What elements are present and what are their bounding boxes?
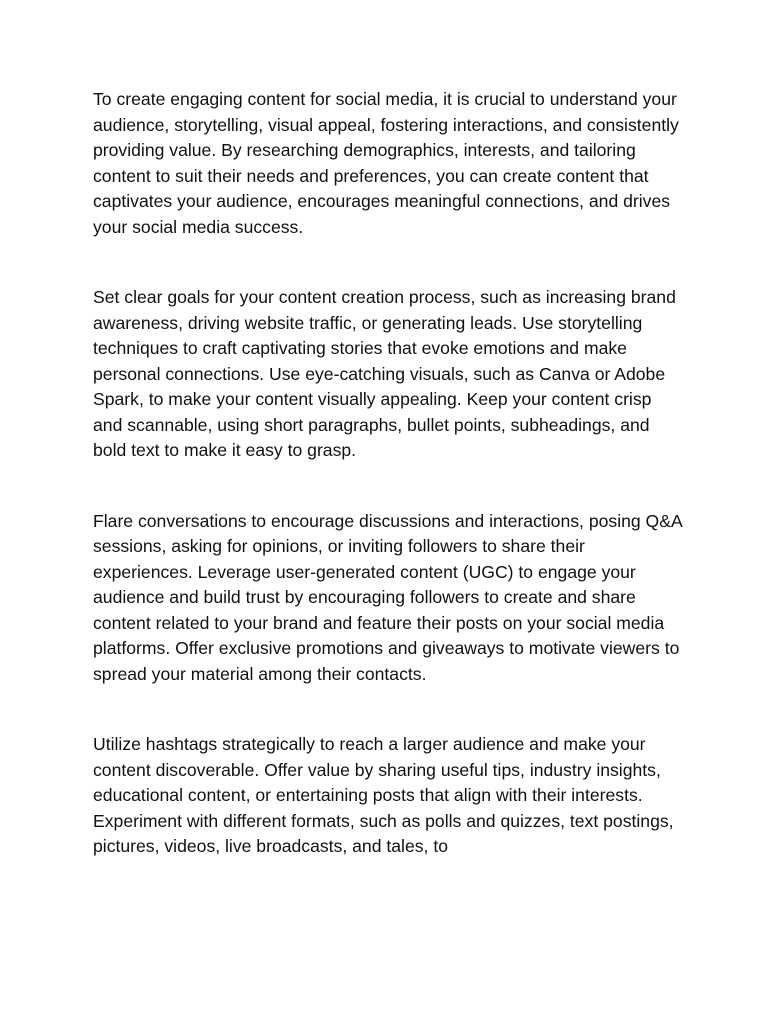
paragraph-4: Utilize hashtags strategically to reach a larger audience and make your content discoverable. Offer value by sharing useful tips, industry insights, educational content, or entertaining posts that align with their interests. Experiment with different formats, such as polls and quizzes, text postings, pictures, videos, live broadcasts, and tales, to bbox=[93, 734, 674, 856]
paragraph-1: To create engaging content for social media, it is crucial to understand your audience, storytelling, visual appeal, fostering interactions, and consistently providing value. By researching demographics, interests, and tailoring content to suit their needs and preferences, you can create content that captivates your audience, encourages meaningful connections, and drives your social media success. bbox=[93, 89, 679, 237]
document-body bbox=[93, 87, 683, 860]
paragraph-3: Flare conversations to encourage discussions and interactions, posing Q&A sessions, asking for opinions, or inviting followers to share their experiences. Leverage user-generated content (UGC) to engage your audience and build trust by encouraging followers to create and share content related to your brand and feature their posts on your social media platforms. Offer exclusive promotions and giveaways to motivate viewers to spread your material among their contacts. bbox=[93, 510, 682, 684]
paragraph-2: Set clear goals for your content creation process, such as increasing brand awareness, driving website traffic, or generating leads. Use storytelling techniques to craft captivating stories that evoke emotions and make personal connections. Use eye-catching visuals, such as Canva or Adobe Spark, to make your content visually appealing. Keep your content crisp and scannable, using short paragraphs, bullet points, subheadings, and bold text to make it easy to grasp. bbox=[93, 287, 676, 460]
